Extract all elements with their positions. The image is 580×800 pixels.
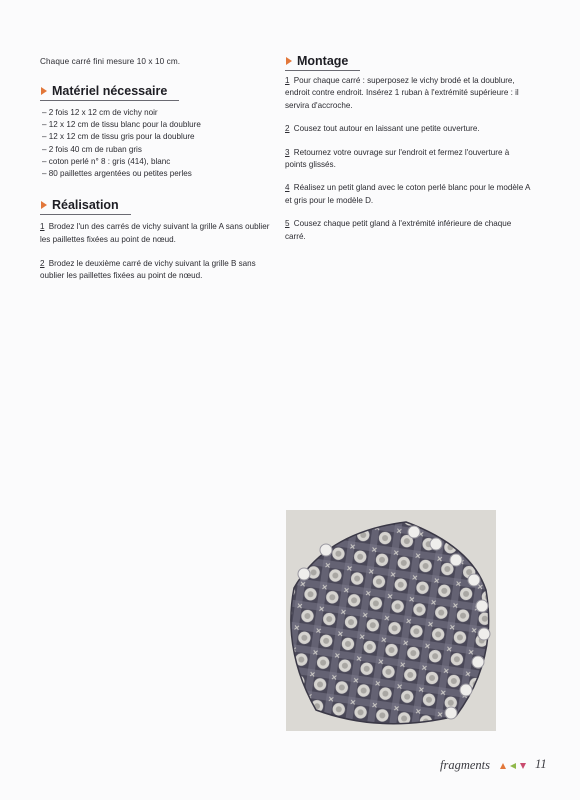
step-number: 5 bbox=[285, 219, 290, 229]
step-number: 1 bbox=[285, 76, 290, 85]
list-item: – 2 fois 12 x 12 cm de vichy noir bbox=[42, 107, 275, 119]
list-item: – 2 fois 40 cm de ruban gris bbox=[42, 144, 275, 156]
step-text: Brodez l'un des carrés de vichy suivant la grille A sans oublier les paillettes fixées au point de nœud. bbox=[40, 222, 270, 244]
left-column bbox=[40, 52, 275, 295]
triangle-up-icon bbox=[500, 763, 506, 769]
triangle-down-icon bbox=[520, 763, 526, 769]
cushion-illustration bbox=[286, 510, 496, 731]
step-number: 2 bbox=[40, 259, 45, 269]
arrow-right-icon bbox=[286, 57, 292, 65]
step-number: 2 bbox=[285, 124, 290, 134]
list-item: – 12 x 12 cm de tissu gris pour la doublure bbox=[42, 131, 275, 143]
step-number: 1 bbox=[40, 222, 45, 232]
montage-step bbox=[285, 182, 530, 207]
materials-list bbox=[42, 107, 275, 180]
montage-heading: Montage bbox=[285, 54, 360, 71]
list-item: – coton perlé n° 8 : gris (414), blanc bbox=[42, 156, 275, 168]
montage-step bbox=[285, 123, 530, 135]
list-item: – 80 paillettes argentées ou petites perles bbox=[42, 168, 275, 180]
embroidered-cushion-photo bbox=[286, 510, 496, 731]
step-number: 3 bbox=[285, 147, 290, 157]
brand-name: fragments bbox=[440, 758, 490, 772]
right-column bbox=[285, 52, 530, 254]
materials-heading: Matériel nécessaire bbox=[40, 84, 179, 101]
step-text: Pour chaque carré : superposez le vichy brodé et la doublure, endroit contre endroit. Insérez 1 ruban à l'extrémité supérieure : il servira d'accroche. bbox=[285, 76, 519, 110]
triangle-left-icon bbox=[510, 763, 516, 769]
intro-text: Chaque carré fini mesure 10 x 10 cm. bbox=[40, 57, 181, 66]
step-number: 4 bbox=[285, 183, 290, 193]
step-text: Cousez tout autour en laissant une petite ouverture. bbox=[293, 124, 480, 134]
step-text: Retournez votre ouvrage sur l'endroit et fermez l'ouverture à points glissés. bbox=[285, 147, 510, 170]
page-number: 11 bbox=[535, 757, 547, 771]
montage-step bbox=[285, 75, 530, 112]
realisation-step bbox=[40, 258, 275, 283]
arrow-right-icon bbox=[41, 87, 47, 95]
step-text: Réalisez un petit gland avec le coton perlé blanc pour le modèle A et gris pour le modèle D. bbox=[285, 183, 530, 205]
list-item: – 12 x 12 cm de tissu blanc pour la doublure bbox=[42, 119, 275, 131]
montage-step bbox=[285, 147, 530, 172]
montage-step bbox=[285, 218, 530, 243]
realisation-heading: Réalisation bbox=[40, 198, 131, 215]
step-text: Cousez chaque petit gland à l'extrémité inférieure de chaque carré. bbox=[285, 219, 512, 241]
realisation-step bbox=[40, 221, 275, 246]
step-text: Brodez le deuxième carré de vichy suivant la grille B sans oublier les paillettes fixées au point de nœud. bbox=[40, 259, 256, 281]
arrow-right-icon bbox=[41, 201, 47, 209]
